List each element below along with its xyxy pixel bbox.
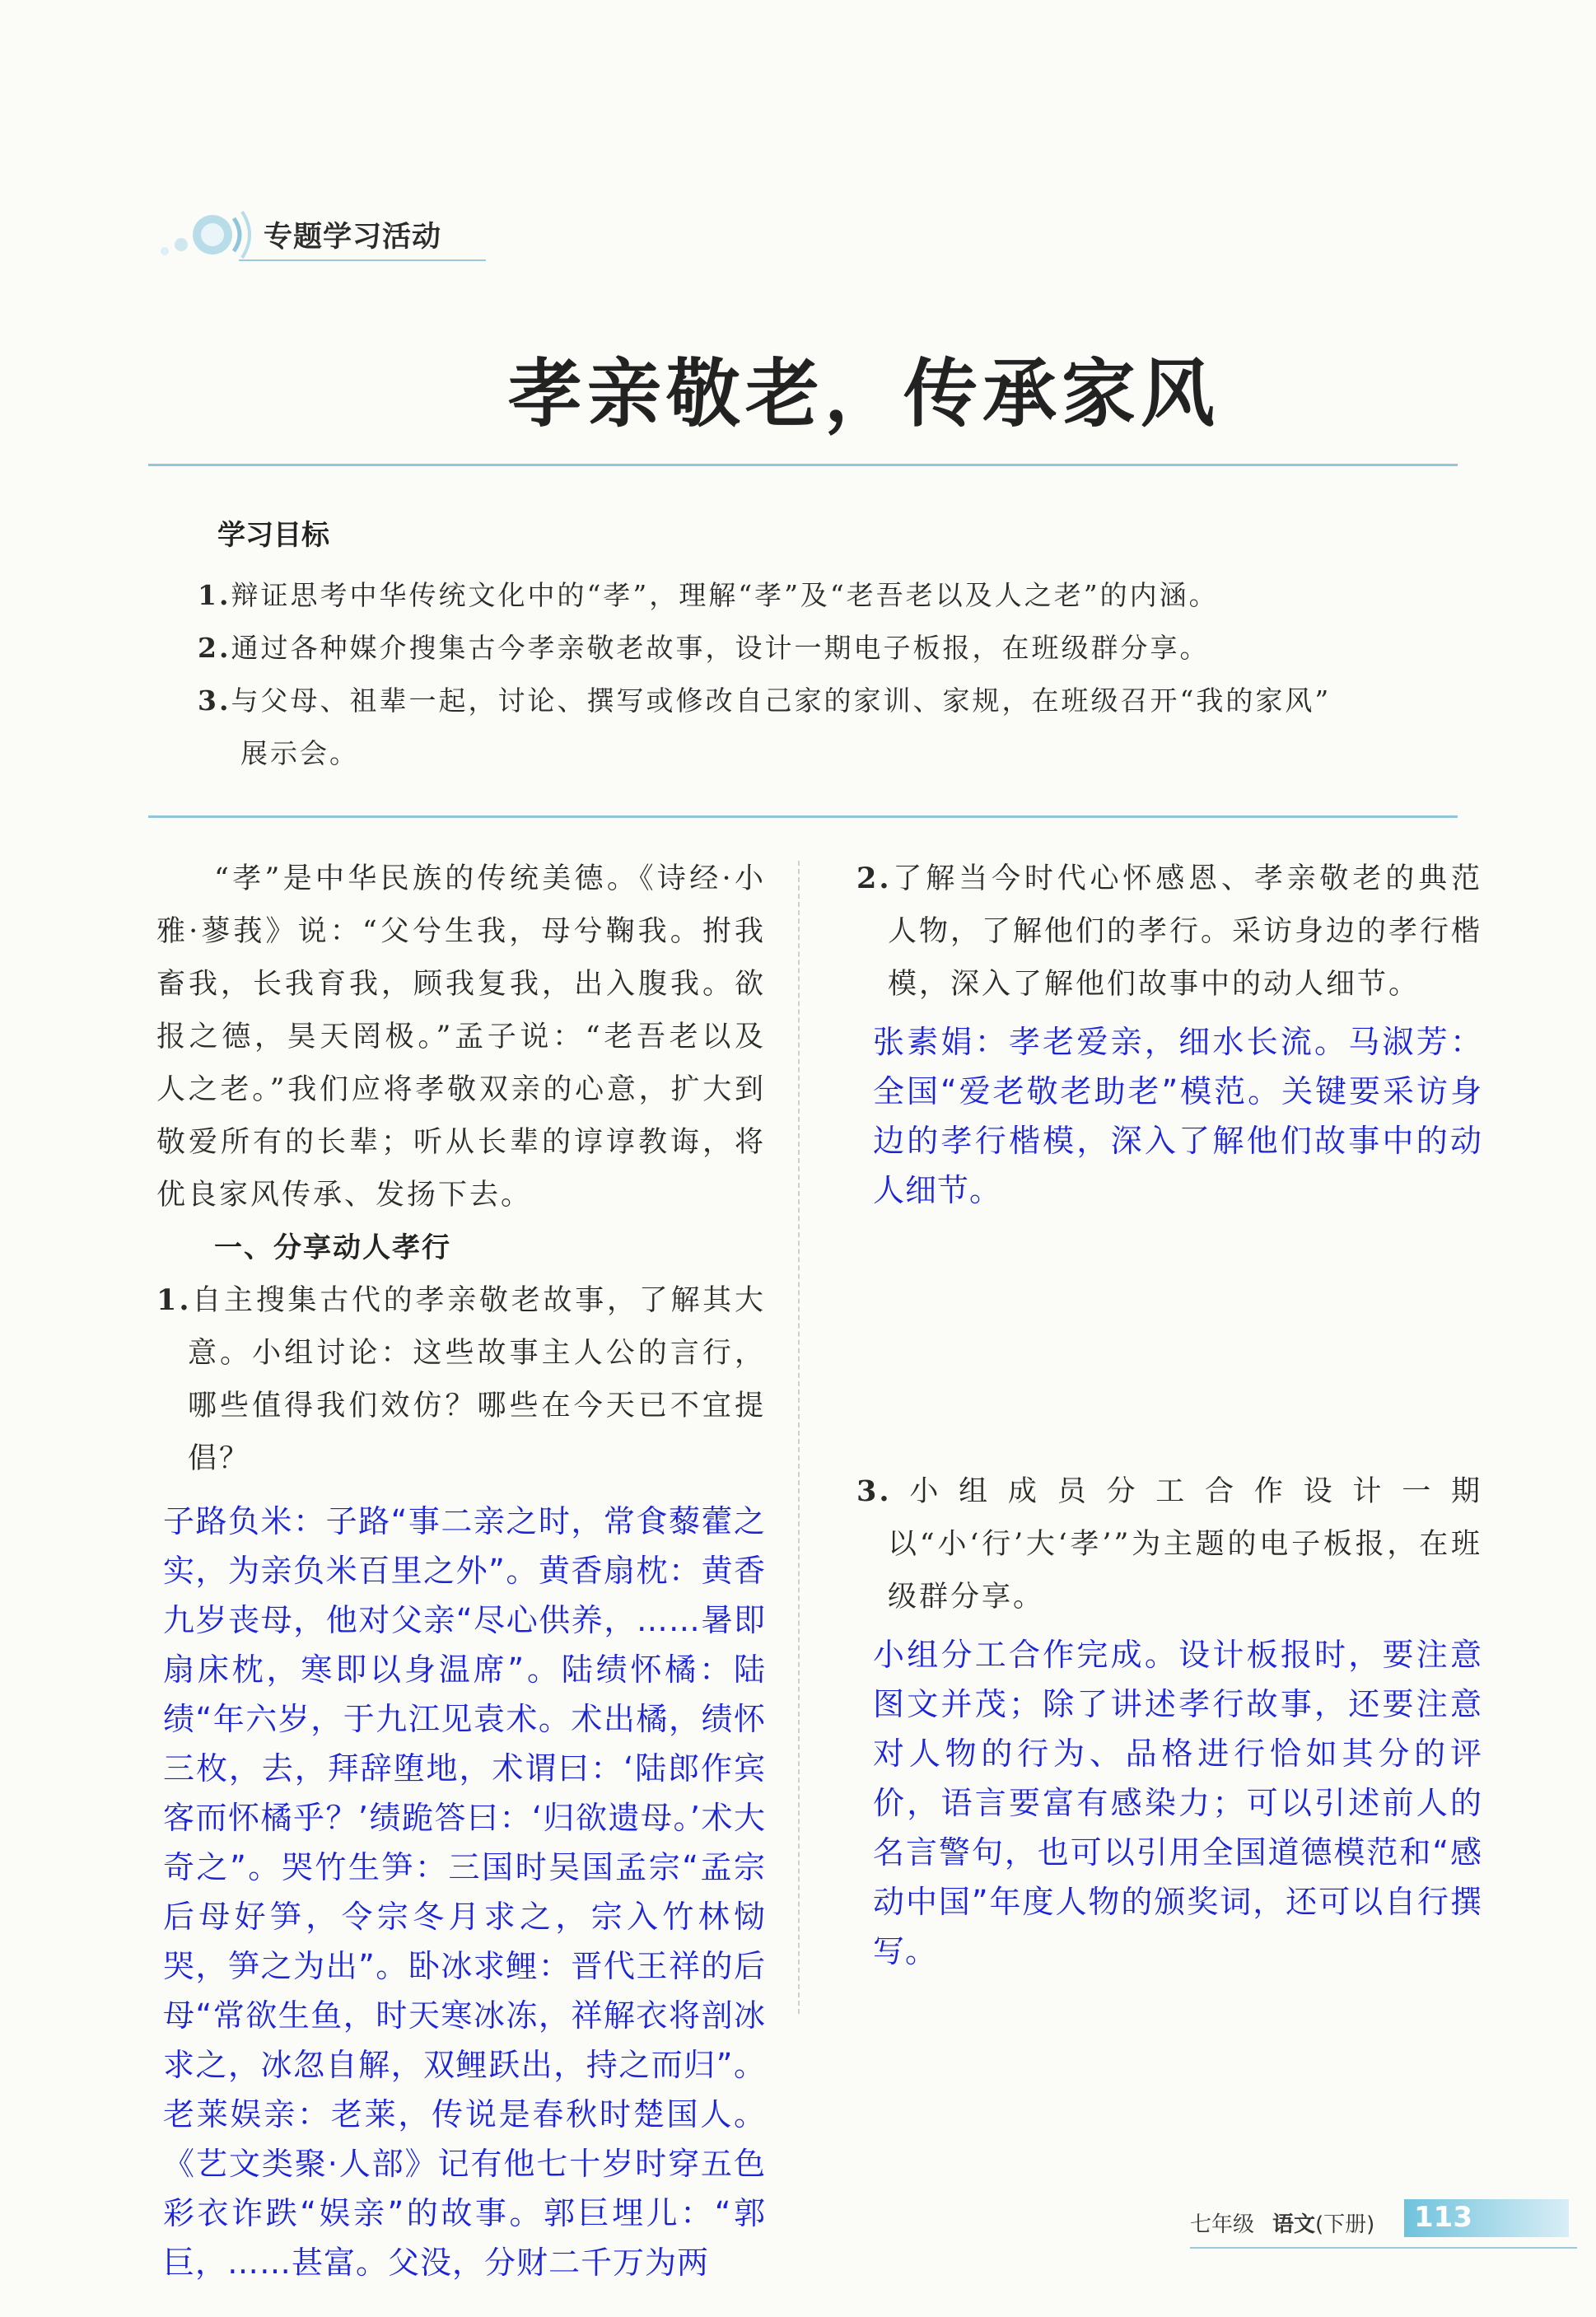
divider-top [148, 464, 1458, 466]
page-title: 孝亲敬老，传承家风 [508, 350, 1220, 437]
volume-label: (下册) [1315, 2212, 1375, 2237]
question-number: 2. [856, 862, 892, 895]
goal-item [198, 569, 1449, 622]
goal-text: 与父母、祖辈一起，讨论、撰写或修改自己家的家训、家规，在班级召开“我的家风” [231, 684, 1332, 717]
topic-badge [148, 202, 494, 276]
goal-text: 辩证思考中华传统文化中的“孝”，理解“孝”及“老吾老以及人之老”的内涵。 [231, 579, 1219, 611]
badge-underline [239, 259, 486, 261]
question-3 [856, 1465, 1482, 1623]
goal-text: 通过各种媒介搜集古今孝亲敬老故事，设计一期电子板报，在班级群分享。 [231, 632, 1210, 664]
question-number: 3. [856, 1474, 892, 1508]
question-text: 小组成员分工合作设计一期以“小‘行’大‘孝’”为主题的电子板报，在班级群分享。 [888, 1475, 1482, 1614]
question-number: 1. [156, 1283, 192, 1317]
learning-goals [198, 512, 1449, 780]
goal-item [198, 675, 1449, 727]
question-text: 自主搜集古代的孝亲敬老故事，了解其大意。小组讨论：这些故事主人公的言行，哪些值得我们效仿？哪些在今天已不宜提倡？ [188, 1284, 766, 1475]
footer-rule [1190, 2247, 1577, 2249]
intro-paragraph: “孝”是中华民族的传统美德。《诗经·小雅·蓼莪》说：“父兮生我，母兮鞠我。拊我畜我，长我育我，顾我复我，出入腹我。欲报之德，昊天罔极。”孟子说：“老吾老以及人之老。”我们应将孝敬双亲的心意，扩大到敬爱所有的长辈；听从长辈的谆谆教诲，将优良家风传承、发扬下去。 [156, 862, 766, 1212]
page-number: 113 [1414, 2201, 1472, 2234]
grade-label: 七年级 [1190, 2212, 1255, 2237]
page-footer [1190, 2199, 1585, 2257]
goals-heading: 学习目标 [217, 519, 329, 552]
left-column [156, 853, 766, 2287]
goal-continuation: 展示会。 [240, 737, 359, 769]
subject-label: 语文 [1272, 2212, 1316, 2237]
goal-number: 2. [198, 632, 231, 664]
answer-2: 张素娟：孝老爱亲，细水长流。马淑芳：全国“爱老敬老助老”模范。关键要采访身边的孝行楷模，深入了解他们故事中的动人细节。 [873, 1024, 1482, 1208]
footer-label [1190, 2207, 1374, 2238]
goal-item [198, 622, 1449, 675]
right-column [856, 853, 1482, 1976]
divider-bottom [148, 815, 1458, 818]
goal-number: 3. [198, 684, 231, 717]
topic-badge-label: 专题学习活动 [264, 221, 442, 254]
column-divider [798, 861, 800, 2014]
answer-3: 小组分工合作完成。设计板报时，要注意图文并茂；除了讲述孝行故事，还要注意对人物的行为、品格进行恰如其分的评价，语言要富有感染力；可以引述前人的名言警句，也可以引用全国道德模范和“感动中国”年度人物的颁奖词，还可以自行撰写。 [873, 1637, 1482, 1969]
goal-number: 1. [198, 579, 231, 611]
question-2 [856, 853, 1482, 1011]
question-text: 了解当今时代心怀感恩、孝亲敬老的典范人物，了解他们的孝行。采访身边的孝行楷模，深入了解他们故事中的动人细节。 [888, 862, 1483, 1001]
answer-1: 子路负米：子路“事二亲之时，常食藜藿之实，为亲负米百里之外”。黄香扇枕：黄香九岁丧母，他对父亲“尽心供养，……暑即扇床枕，寒即以身温席”。陆绩怀橘：陆绩“年六岁，于九江见袁术。术出橘，绩怀三枚，去，拜辞堕地，术谓曰：‘陆郎作宾客而怀橘乎？’绩跪答曰：‘归欲遗母。’术大奇之”。哭竹生笋：三国时吴国孟宗“孟宗后母好笋，令宗冬月求之，宗入竹林恸哭，笋之为出”。卧冰求鲤：晋代王祥的后母“常欲生鱼，时天寒冰冻，祥解衣将剖冰求之，冰忽自解，双鲤跃出，持之而归”。老莱娱亲：老莱，传说是春秋时楚国人。《艺文类聚·人部》记有他七十岁时穿五色彩衣诈跌“娱亲”的故事。郭巨埋儿：“郭巨，……甚富。父没，分财二千万为两 [163, 1503, 766, 2281]
speaker-icon [148, 202, 264, 268]
section-heading: 一、分享动人孝行 [214, 1231, 451, 1264]
question-1 [156, 1274, 766, 1485]
